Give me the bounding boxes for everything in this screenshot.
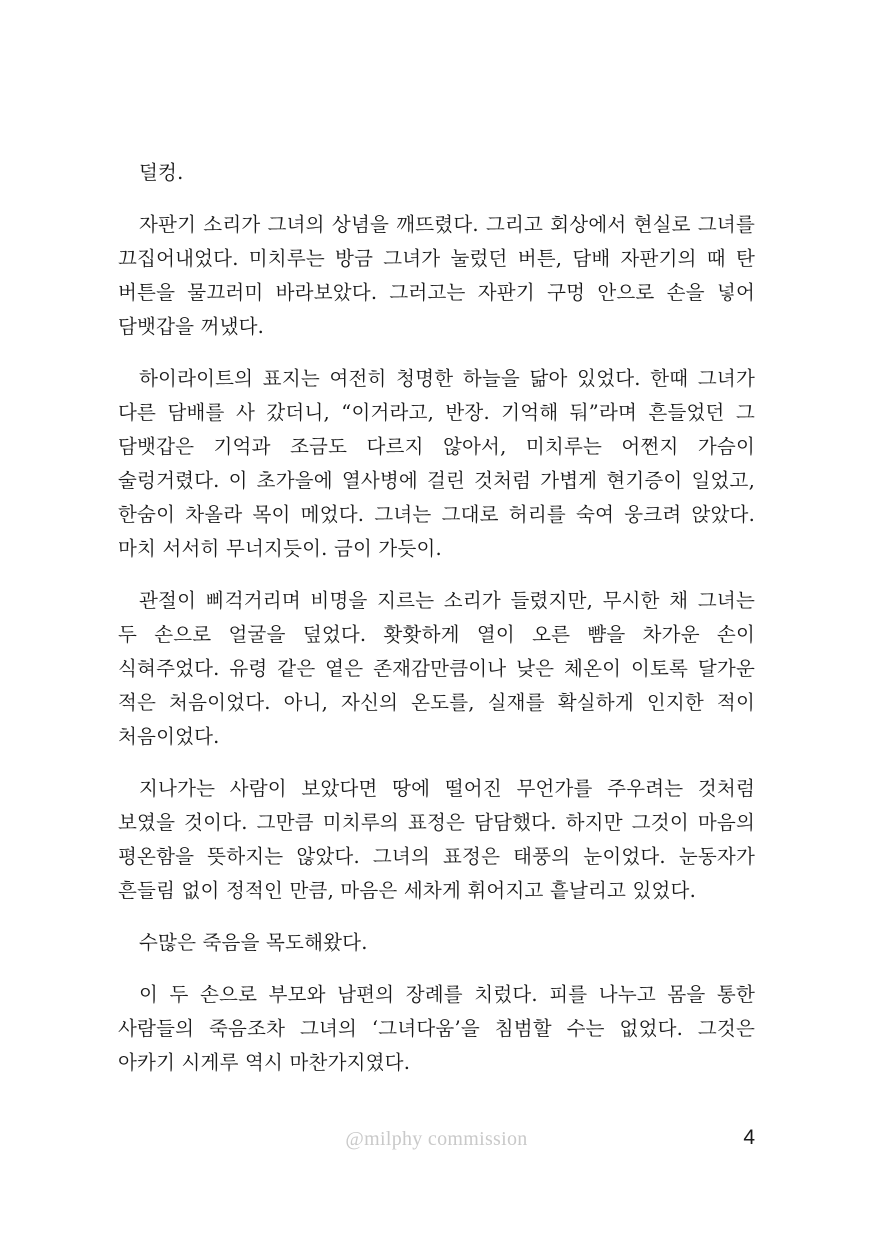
paragraph-5: 지나가는 사람이 보았다면 땅에 떨어진 무언가를 주우려는 것처럼 보였을 것이다. 그만큼 미치루의 표정은 담담했다. 하지만 그것이 마음의 평온함을 뜻하지는 않았다. 그녀의 표정은 태풍의 눈이었다. 눈동자가 흔들림 없이 정적인 만큼, 마음은 세차게 휘어지고 흩날리고 있었다. [118,777,755,902]
paragraph-4: 관절이 삐걱거리며 비명을 지르는 소리가 들렸지만, 무시한 채 그녀는 두 손으로 얼굴을 덮었다. 홧홧하게 열이 오른 뺨을 차가운 손이 식혀주었다. 유령 같은 옅은 존재감만큼이나 낮은 체온이 이토록 달가운 적은 처음이었다. 아니, 자신의 온도를, 실재를 확실하게 인지한 적이 처음이었다. [118,589,755,748]
paragraph-6: 수많은 죽음을 목도해왔다. [139,931,368,954]
page-number: 4 [743,1126,755,1149]
paragraph-7: 이 두 손으로 부모와 남편의 장례를 치렀다. 피를 나누고 몸을 통한 사람들의 죽음조차 그녀의 ‘그녀다움’을 침범할 수는 없었다. 그것은 아카기 시게루 역시 마찬가지였다. [118,983,755,1074]
body-text [118,156,755,1098]
footer-credit: @milphy commission [345,1128,528,1150]
paragraph-1: 덜컹. [139,161,184,184]
paragraph-3: 하이라이트의 표지는 여전히 청명한 하늘을 닮아 있었다. 한때 그녀가 다른 담배를 사 갔더니, “이거라고, 반장. 기억해 둬”라며 흔들었던 그 담뱃갑은 기억과 조금도 다르지 않아서, 미치루는 어쩐지 가슴이 술렁거렸다. 이 초가을에 열사병에 걸린 것처럼 가볍게 현기증이 일었고, 한숨이 차올라 목이 메었다. 그녀는 그대로 허리를 숙여 웅크려 앉았다. 마치 서서히 무너지듯이. 금이 가듯이. [118,367,755,560]
paragraph-2: 자판기 소리가 그녀의 상념을 깨뜨렸다. 그리고 회상에서 현실로 그녀를 끄집어내었다. 미치루는 방금 그녀가 눌렀던 버튼, 담배 자판기의 때 탄 버튼을 물끄러미 바라보았다. 그러고는 자판기 구멍 안으로 손을 넣어 담뱃갑을 꺼냈다. [118,213,755,338]
